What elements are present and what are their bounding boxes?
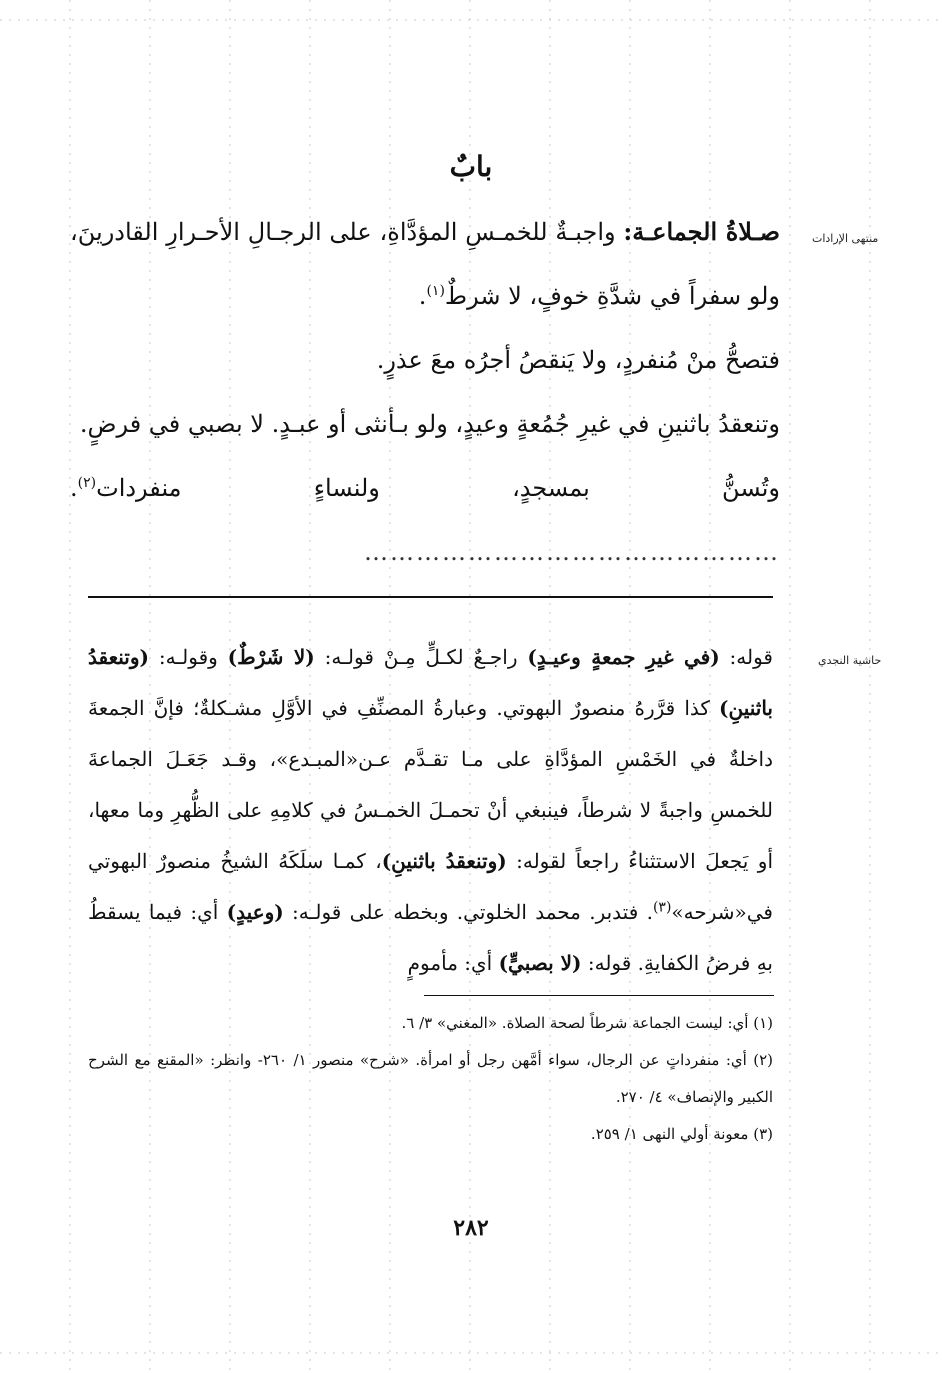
footnote-ref-1[interactable]: (١) — [426, 283, 445, 299]
main-heading-term: صـلاةُ الجماعـة: — [623, 217, 780, 246]
footnote-separator — [424, 995, 774, 996]
commentary-quote-3: (وتنعقدُ باثنينِ) — [88, 645, 773, 720]
footnote-ref-2[interactable]: (٢) — [77, 475, 97, 491]
side-label-commentary-source: حاشية النجدي — [818, 654, 882, 667]
main-paragraph-4-text: وتُسنُّ بمسجدٍ، ولنساءٍ منفردات — [96, 474, 780, 502]
side-label-text-source: منتهى الإرادات — [812, 232, 879, 245]
main-paragraph-4-end: . — [70, 474, 78, 502]
commentary-quote-6: (لا بصبيٍّ) — [498, 951, 582, 975]
page-number: ٢٨٢ — [453, 1215, 489, 1241]
commentary-seg-7: أي: فيما يسقطُ بهِ فرضُ الكفايةِ. قوله: — [88, 900, 773, 975]
footnote-ref-3[interactable]: (٣) — [652, 899, 672, 916]
main-paragraph-4 — [70, 456, 780, 584]
footnote-1: (١) أي: ليست الجماعة شرطاً لصحة الصلاة. «المغني» ٣/ ٦. — [401, 1014, 773, 1032]
main-paragraph-3: وتنعقدُ باثنينِ في غيرِ جُمُعةٍ وعيدٍ، ولو بـأنثى أو عبـدٍ. لا بصبي في فرضٍ. — [79, 410, 780, 438]
commentary-seg-6: . فتدبر. محمد الخلوتي. وبخطه على قولـه: — [283, 900, 653, 924]
commentary-seg-3: وقولـه: — [149, 645, 228, 669]
main-paragraph-1-end: . — [418, 282, 427, 310]
commentary-seg-1: قوله: — [719, 645, 773, 669]
dotted-leader: ………………………………………… — [364, 538, 780, 566]
commentary-text — [88, 632, 773, 989]
commentary-seg-4: كذا قرَّرهُ منصورٌ البهوتي. وعبارةُ المصنِّفِ في الأوَّلِ مشـكلةٌ؛ فإنَّ الجمعةَ داخلةٌ في الخَمْسِ المؤدَّاةِ على مـا تقـدَّم عـن«المبـدع»، وقـد جَعَـلَ الجماعةَ للخمسِ واجبةً لا شرطاً، فينبغي أنْ تحمـلَ الخمـسُ في كلامِهِ على الظُّهرِ وما معها، أو يَجعلَ الاستثناءُ راجعاً لقوله: — [88, 696, 774, 873]
commentary-quote-4: (وتنعقدُ باثنينِ) — [381, 849, 507, 873]
main-text — [70, 200, 780, 584]
text-commentary-separator — [88, 596, 773, 598]
commentary-quote-1: (في غيرِ جمعةٍ وعيـدٍ) — [527, 645, 720, 669]
commentary-seg-5: ، كمـا سلَكَهُ الشيخُ منصورٌ البهوتي في«شرحه» — [88, 849, 773, 924]
main-paragraph-1-text: واجبـةٌ للخمـسِ المؤدَّاةِ، على الرجـالِ الأحـرارِ القادرينَ، ولو سفراً في شدَّةِ خوفٍ، لا شرطٌ — [70, 218, 780, 310]
commentary-quote-5: (وعيدٍ) — [226, 900, 284, 924]
section-title: بابٌ — [449, 150, 493, 183]
footnote-3: (٣) معونة أولي النهى ١/ ٢٥٩. — [590, 1125, 773, 1143]
main-paragraph-1 — [70, 200, 780, 328]
main-paragraph-2: فتصحُّ منْ مُنفردٍ، ولا يَنقصُ أجرُه معَ عذرٍ. — [376, 346, 780, 374]
commentary-seg-8: أي: مأمومٍ — [407, 951, 499, 975]
footnote-2: (٢) أي: منفرداتٍ عن الرجال، سواء أمَّهن رجل أو امرأة. «شرح» منصور ١/ ٢٦٠- وانظر: «المقنع مع الشرح الكبير والإنصاف» ٤/ ٢٧٠. — [88, 1051, 773, 1106]
commentary-seg-2: راجـعٌ لكـلٍّ مِـنْ قولـه: — [314, 645, 528, 669]
footnotes — [88, 1005, 773, 1153]
commentary-quote-2: (لا شَرْطٌ) — [227, 645, 315, 669]
